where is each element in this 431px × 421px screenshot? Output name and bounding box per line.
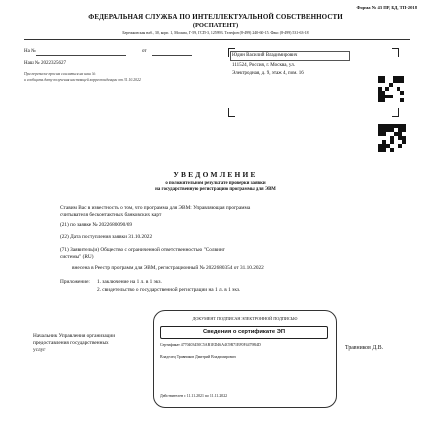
- address-corner-bottom-right: [392, 108, 399, 117]
- reference-number-label: На №: [24, 49, 36, 54]
- field-22-filing-date: (22) Дата поступления заявки 31.10.2022: [60, 234, 153, 240]
- signatory-position-line3: услуг: [33, 347, 46, 353]
- paragraph-program-line1: Ставим Вас в известность о том, что программа для ЭВМ: Управляющая программа: [60, 205, 251, 211]
- field-71-applicant-line2: системы" (RU): [60, 254, 94, 260]
- header-divider: [24, 39, 410, 40]
- certificate-validity: Действителен с 11.11.2021 по 11.11.2022: [160, 394, 228, 398]
- reference-note-line1: При переписке просим ссылаться на наш №: [24, 72, 96, 76]
- qr-code-bottom: [378, 124, 406, 152]
- recipient-address-line1: 111524, Россия, г. Москва, ул.: [232, 63, 295, 68]
- address-corner-bottom-left: [228, 108, 235, 117]
- certificate-serial: Сертификат 4770403450C5AB1ED46A4C9B71EF0F4479B4D: [160, 343, 261, 347]
- notice-subtitle-line2: на государственную регистрацию программы для ЭВМ: [155, 187, 276, 192]
- attachment-2: 2. свидетельство о государственной регистрации на 1 л. в 1 экз.: [97, 287, 241, 293]
- reference-date-label: от: [142, 49, 147, 54]
- registry-entry-line: внесена в Реестр программ для ЭВМ, регистрационный № 2022680354 от 31.10.2022: [72, 265, 264, 271]
- signature-heading: ДОКУМЕНТ ПОДПИСАН ЭЛЕКТРОННОЙ ПОДПИСЬЮ: [192, 316, 298, 321]
- certificate-owner: Владелец Травников Дмитрий Владимирович: [160, 355, 236, 359]
- qr-code-top: [378, 76, 404, 102]
- notice-title: УВЕДОМЛЕНИЕ: [173, 170, 258, 179]
- field-71-applicant-line1: (71) Заявитель(и) Общество с ограниченной ответственностью "Солвинг: [60, 247, 225, 253]
- address-corner-top-right: [392, 48, 399, 57]
- organization-name: ФЕДЕРАЛЬНАЯ СЛУЖБА ПО ИНТЕЛЛЕКТУАЛЬНОЙ СОБСТВЕННОСТИ: [88, 13, 343, 21]
- signatory-position-line2: предоставления государственных: [33, 340, 109, 346]
- signatory-position-line1: Начальник Управления организации: [33, 333, 116, 339]
- certificate-info-title: Сведения о сертификате ЭП: [160, 326, 328, 339]
- organization-address: Бережковская наб., 30, корп. 1, Москва, Г-59, ГСП-3, 125993. Телефон (8-499) 240-60-15. Факс (8-499) 531-63-18: [122, 31, 309, 35]
- reference-number-line: [36, 55, 126, 56]
- reference-date-line: [152, 55, 192, 56]
- notice-subtitle-line1: о положительном результате проверки заявки: [165, 181, 266, 186]
- form-code: Форма № 43 ПР, БД, ТП-2018: [356, 5, 417, 10]
- reference-note-line2: и сообщить дату получения настоящей корреспонденции от 31.10.2022: [24, 78, 141, 82]
- signatory-name: Травников Д.В.: [345, 345, 384, 351]
- organization-abbreviation: (РОСПАТЕНТ): [192, 22, 239, 29]
- attachment-1: 1. заключение на 1 л. в 1 экз.: [97, 279, 162, 285]
- field-21-application-number: (21) по заявке № 2022680090/69: [60, 222, 133, 228]
- attachments-label: Приложение:: [60, 279, 90, 285]
- recipient-address-line2: Электродная, д. 9, этаж 4, пом. 16: [232, 71, 304, 76]
- our-number: Наш № 2022325627: [24, 61, 66, 66]
- recipient-name: Юдин Василий Владимирович: [232, 53, 298, 58]
- paragraph-program-line2: считывателя бесконтактных банковских карт: [60, 212, 162, 218]
- electronic-signature-stamp: [153, 310, 337, 408]
